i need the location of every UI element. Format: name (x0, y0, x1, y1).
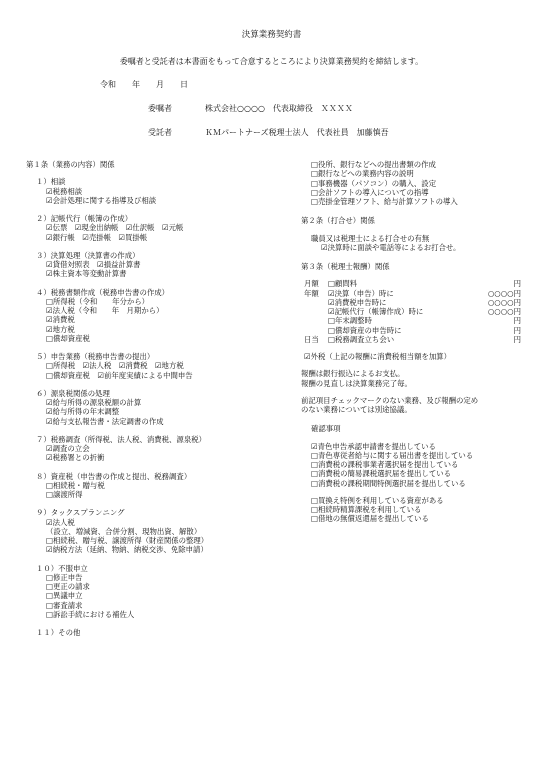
fee-row (301, 326, 521, 335)
fee-label: 年額 (304, 288, 319, 298)
fee-row (301, 279, 521, 288)
item-tax-documents (26, 288, 276, 344)
item-line: ☑地方税 (46, 324, 75, 334)
confirm-item: □借地の無償返還届を提出している (311, 514, 429, 524)
item-line: ☑税務相談 (46, 186, 83, 196)
fee-row (301, 298, 521, 307)
item-line: （設立、増減資、合併分割、現物出資、解散） (46, 526, 202, 536)
item-line: ☑会計処理に関する指導及び相談 (46, 195, 157, 205)
client-name: 株式会社○○○○ 代表取締役 ＸＸＸＸ (205, 104, 353, 113)
article1-title: 第１条（業務の内容）関係 (26, 160, 115, 169)
right-column (301, 160, 521, 524)
other-item: □事務機器（パソコン）の購入、設定 (311, 178, 437, 188)
fee-label: 月額 (304, 279, 319, 289)
client-role: 委嘱者 (148, 104, 172, 113)
contract-title: 決算業務契約書 (241, 30, 302, 40)
fee-row (301, 316, 521, 325)
fee-label (301, 326, 328, 335)
item-appeal (26, 564, 276, 620)
fee-row (301, 289, 521, 298)
item-line: □異議申立 (46, 591, 83, 601)
fee-label: 日当 (304, 334, 319, 344)
confirm-item: □消費税の課税事業者選択届を提出している (311, 460, 459, 469)
other-work-note: のない業務については別途協議。 (301, 405, 412, 414)
item-consultation (26, 177, 276, 205)
fee-row (301, 335, 521, 344)
fee-review: 報酬の見直しは決算業務完了毎。 (301, 378, 412, 388)
item-line: ☑貸借対照表 ☑損益計算書 (46, 260, 141, 269)
payment-method: 報酬は銀行振込によるお支払。 (301, 369, 405, 379)
fee-amount: ○○○○円 (487, 288, 521, 298)
item-filing (26, 352, 276, 380)
item-line: ☑給与所得の源泉税額の計算 (46, 398, 142, 407)
item-title: ４）税務書類作成（税務申告書の作成） (36, 287, 170, 297)
item-line: ☑消費税 (46, 315, 75, 325)
item-asset-tax (26, 472, 276, 500)
item-line: □償却資産税 ☑前年度実績による中間申告 (46, 370, 193, 380)
item-title: ３）決算処理（決算書の作成） (36, 250, 140, 260)
item-closing (26, 251, 276, 279)
fee-row (301, 307, 521, 316)
fee-item: □税務調査立ち会い (328, 334, 395, 344)
item-line: ☑法人税 (46, 517, 75, 527)
contractor-name: ＫＭパートナーズ税理士法人 代表社員 加藤慎吾 (205, 128, 389, 137)
item-title: １１）その他 (36, 628, 81, 637)
item-line: ☑調査の立会 (46, 444, 90, 453)
fee-table (301, 279, 521, 344)
item-line: ☑税務署との折衝 (46, 453, 105, 463)
item-line: ☑伝票 ☑現金出納帳 ☑仕訳帳 ☑元帳 (46, 223, 184, 233)
item-bookkeeping (26, 214, 276, 242)
item-line: ☑給与支払報告書・法定調書の作成 (46, 416, 164, 426)
item-line: □訴訟手続における補佐人 (46, 609, 135, 619)
item-line: ☑株主資本等変動計算書 (46, 269, 127, 279)
item-withholding (26, 389, 276, 426)
item-line: ☑法人税（令和 年 月期から） (46, 306, 164, 315)
item-line: ☑納税方法（延納、物納、納税交渉、免除申請） (46, 545, 208, 555)
item-title: ９）タックスプランニング (36, 508, 125, 518)
confirm-item: □相続時精算課税を利用している (311, 505, 422, 514)
meeting-text: 職員又は税理士による打合せの有無 (311, 233, 430, 243)
item-title: ６）源泉税関係の処理 (36, 388, 110, 398)
item-title: ５）申告業務（税務申告書の提出） (36, 352, 155, 361)
item-title: ８）資産税（申告書の作成と提出、税務調査） (36, 471, 192, 481)
confirm-item: ☑青色申告承認申請書を提出している (311, 441, 436, 451)
item-other (26, 628, 276, 637)
meeting-option: ☑決算時に面談や電話等によるお打合せ。 (321, 242, 461, 252)
fee-amount: 円 (513, 279, 521, 289)
fee-amount: 円 (513, 316, 521, 326)
left-column (26, 160, 276, 646)
item-line: □相続税、贈与税、譲渡所得（財産関係の整理） (46, 536, 209, 545)
confirm-title: 確認事項 (311, 424, 341, 434)
fee-label (301, 316, 328, 325)
fee-item: □顧問料 (328, 279, 358, 289)
fee-amount: 円 (513, 325, 521, 335)
item-title: １０）不服申立 (36, 563, 88, 573)
item-line: □所得税（令和 年分から） (46, 296, 150, 306)
confirm-item: □買換え特例を利用している資産がある (311, 495, 444, 505)
other-item: □売掛金管理ソフト、給与計算ソフトの導入 (311, 197, 458, 206)
contractor-role: 受託者 (148, 128, 172, 137)
item-title: １）相談 (36, 177, 66, 187)
item-tax-audit (26, 435, 276, 463)
confirm-item: □青色専従者給与に関する届出書を提出している (311, 450, 474, 460)
item-line: □更正の請求 (46, 582, 90, 591)
fee-label (301, 298, 328, 307)
article3-title: 第３条（税理士報酬）関係 (301, 262, 390, 271)
item-title: ２）記帳代行（帳簿の作成） (36, 214, 133, 223)
other-work-note: 前記項目チェックマークのない業務、及び報酬の定め (301, 395, 479, 405)
item-tax-planning (26, 508, 276, 554)
confirm-item: □消費税の簡易課税選択届を提出している (311, 469, 452, 479)
item-line: ☑銀行帳 ☑売掛帳 ☑買掛帳 (46, 232, 148, 242)
fee-amount: ○○○○円 (487, 307, 521, 316)
other-item: □会計ソフトの導入についての指導 (311, 187, 429, 197)
item-line: □相続税・贈与税 (46, 480, 105, 490)
item-line: ☑給与所得の年末調整 (46, 407, 120, 417)
tax-note: ☑外税（上記の報酬に消費税相当額を加算） (304, 352, 452, 361)
other-item: □役所、銀行などへの提出書類の作成 (311, 160, 436, 169)
fee-label (301, 307, 328, 316)
fee-item: □償却資産の申告時に (328, 325, 402, 335)
item-line: □修正申告 (46, 572, 83, 582)
item-line: □譲渡所得 (46, 490, 83, 499)
contract-date: 令和 年 月 日 (100, 80, 188, 89)
item-line: □審査請求 (46, 600, 83, 610)
other-item: □銀行などへの業務内容の説明 (311, 169, 414, 179)
fee-amount: ○○○○円 (487, 297, 521, 307)
article2-title: 第２条（打合せ）関係 (301, 216, 375, 226)
fee-amount: 円 (513, 334, 521, 344)
fee-item: ☑記帳代行（帳簿作成）時に (328, 307, 424, 316)
fee-item: ☑決算（申告）時に (328, 288, 394, 298)
intro-text: 委嘱者と受託者は本書面をもって合意するところにより決算業務契約を締結します。 (119, 57, 424, 66)
item-line: □所得税 ☑法人税 ☑消費税 ☑地方税 (46, 361, 184, 371)
fee-item: □年末調整時 (328, 316, 372, 326)
item-title: ７）税務調査（所得税、法人税、消費税、源泉税） (36, 434, 206, 444)
confirm-item: □消費税の課税期間特例選択届を提出している (311, 478, 466, 488)
fee-item: ☑消費税申告時に (328, 297, 387, 307)
item-line: □償却資産税 (46, 333, 90, 343)
